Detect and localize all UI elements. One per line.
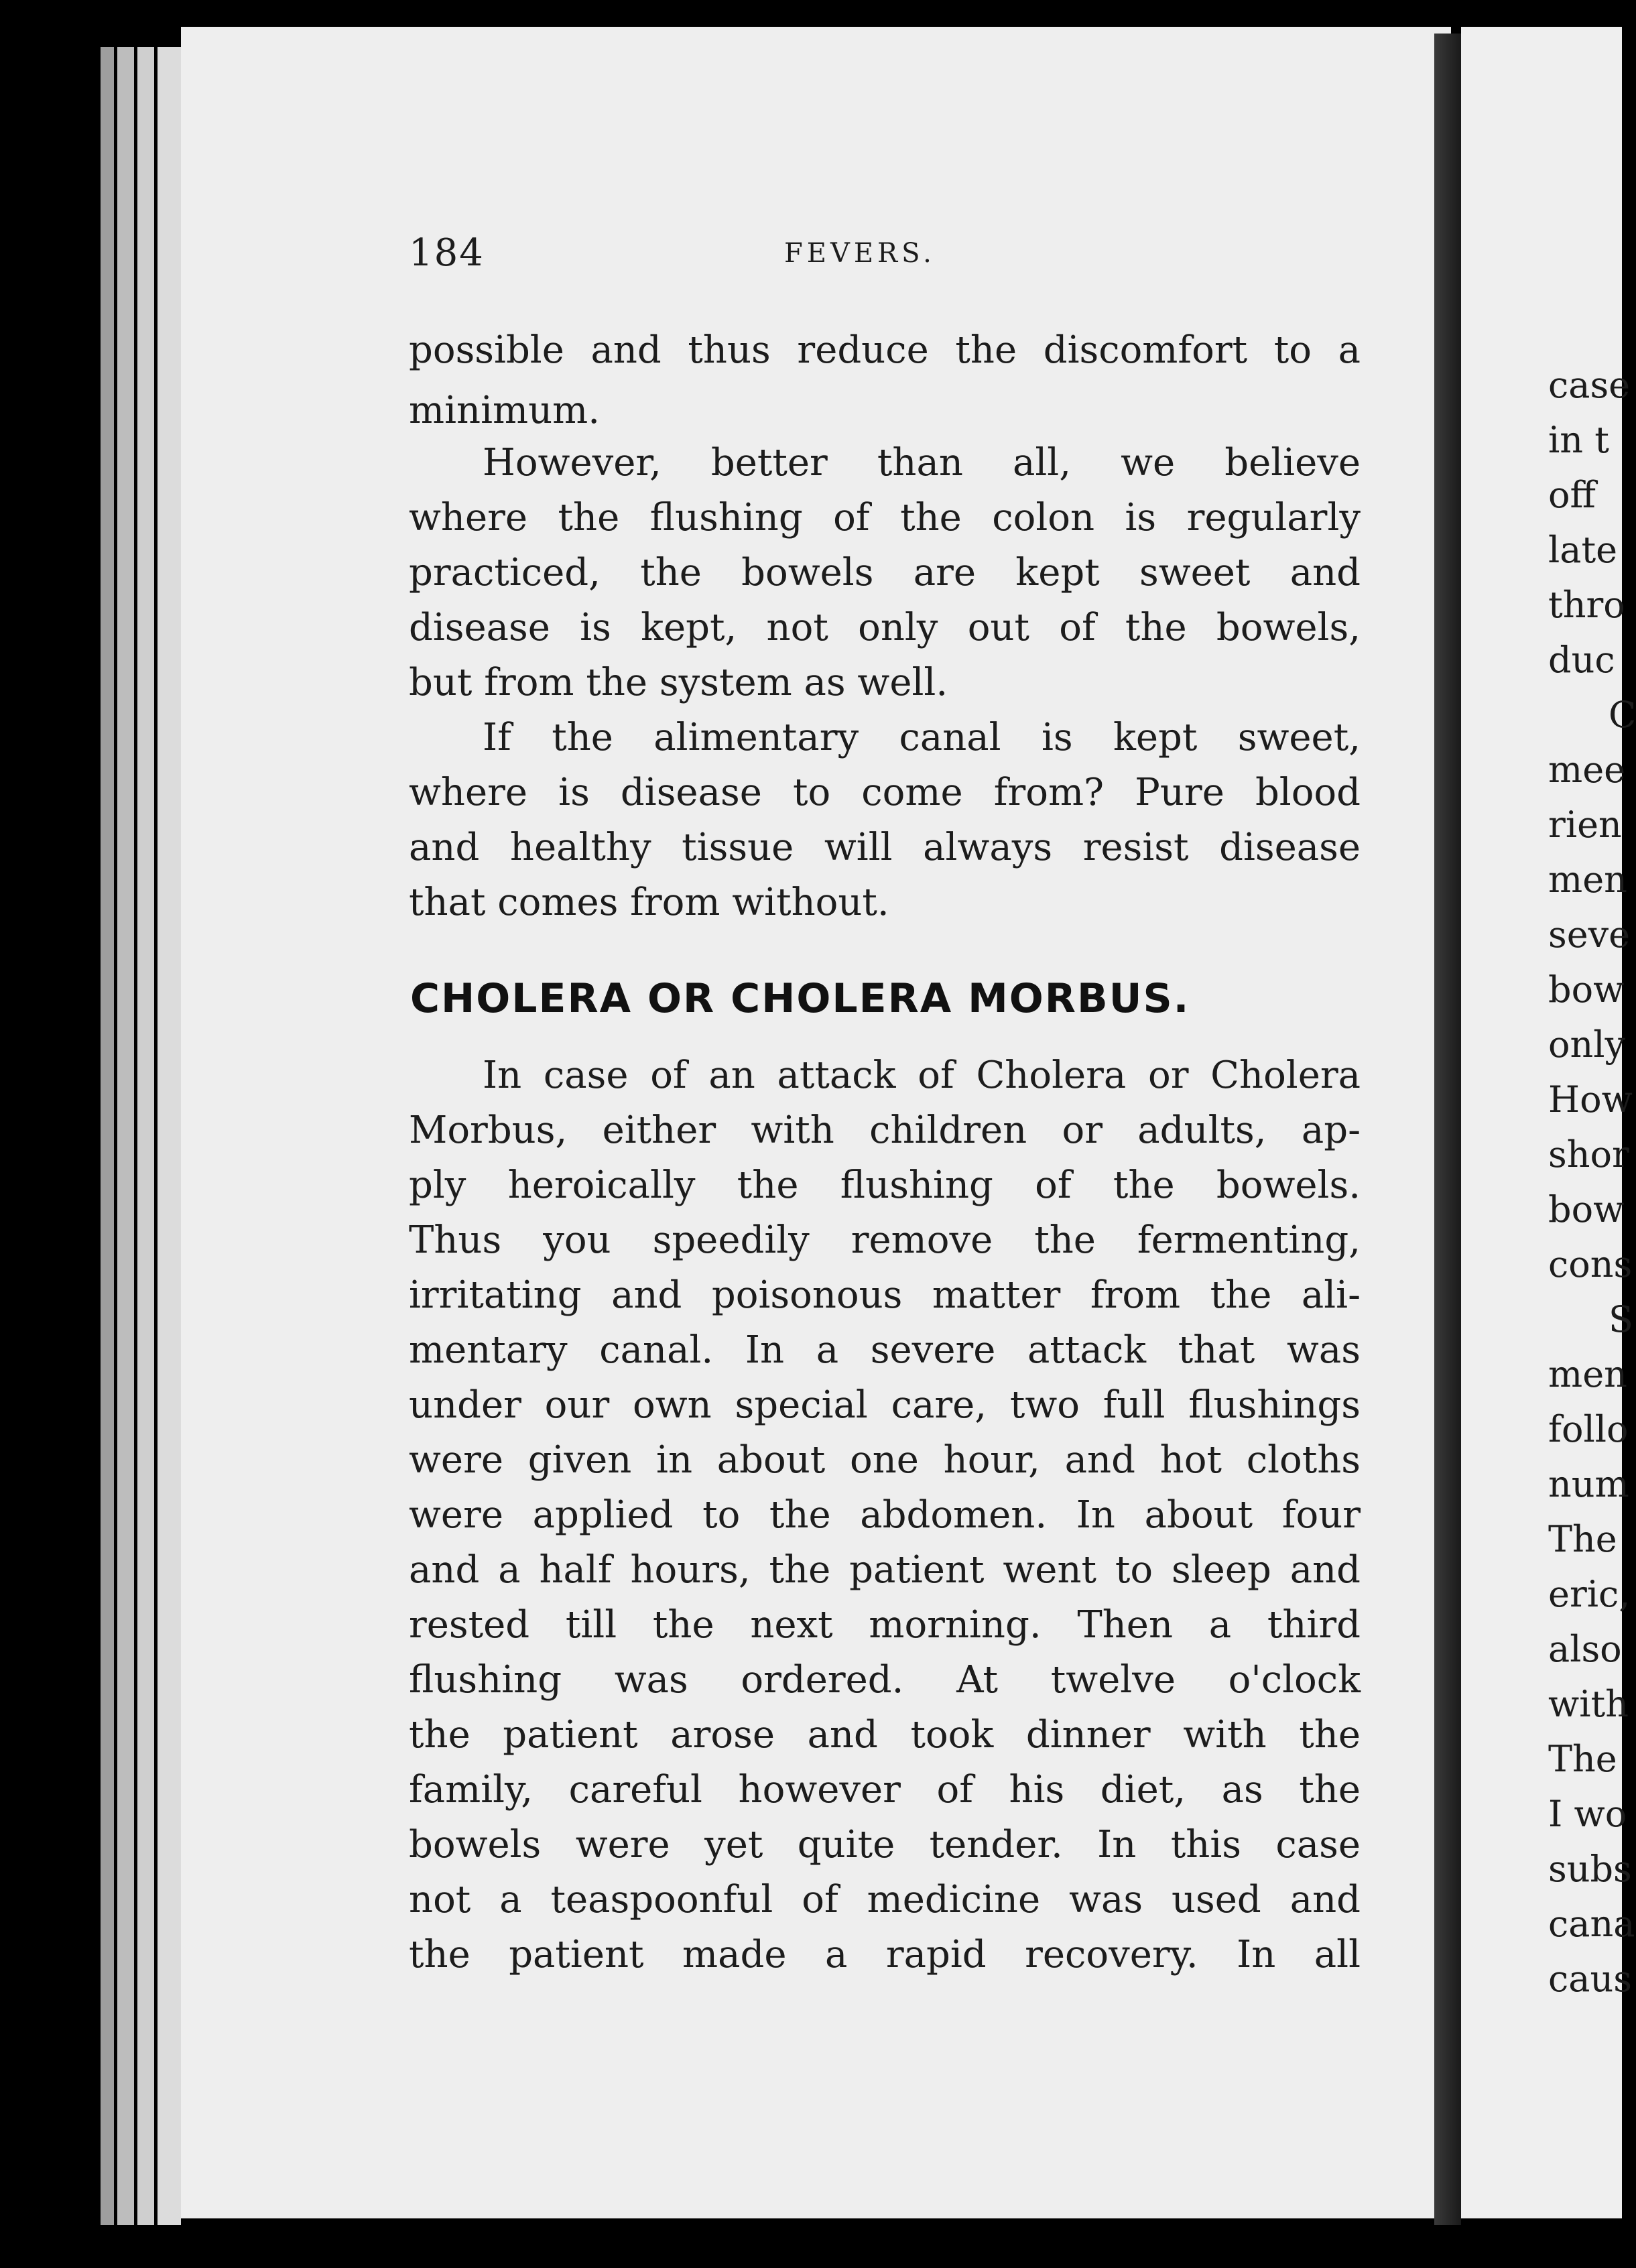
right-page-line: C <box>1609 694 1636 736</box>
text-line: where the flushing of the colon is regularly <box>409 496 1361 540</box>
right-page-line: The <box>1548 1518 1617 1560</box>
right-page-line: with <box>1548 1683 1629 1725</box>
text-line: the patient arose and took dinner with the <box>409 1713 1361 1757</box>
page-edge-strip <box>158 47 181 2225</box>
right-page-line: cana <box>1548 1903 1635 1945</box>
gutter-shadow <box>1434 34 1461 2225</box>
running-head <box>228 231 1367 278</box>
section-heading: CHOLERA OR CHOLERA MORBUS. <box>410 975 1190 1022</box>
text-line: and a half hours, the patient went to sleep and <box>409 1548 1361 1592</box>
text-line: rested till the next morning. Then a third <box>409 1603 1361 1647</box>
text-line: family, careful however of his diet, as the <box>409 1768 1361 1812</box>
right-page-line: How <box>1548 1078 1633 1121</box>
page-number: 184 <box>409 231 485 275</box>
right-page-line: caus <box>1548 1958 1632 2000</box>
text-line: flushing was ordered. At twelve o'clock <box>409 1658 1361 1702</box>
text-line: ply heroically the flushing of the bowels. <box>409 1163 1361 1207</box>
page-edge-strip <box>137 47 154 2225</box>
text-line: were given in about one hour, and hot cloths <box>409 1438 1361 1482</box>
right-page-line: in t <box>1548 419 1609 461</box>
text-line: However, better than all, we believe <box>483 441 1361 485</box>
text-line: not a teaspoonful of medicine was used and <box>409 1878 1361 1922</box>
right-page-line: num <box>1548 1463 1629 1505</box>
text-line: where is disease to come from? Pure blood <box>409 771 1361 814</box>
text-line: practiced, the bowels are kept sweet and <box>409 551 1361 594</box>
page-edge-strip <box>117 47 134 2225</box>
page-edge-strip <box>101 47 114 2225</box>
right-page-line: cons <box>1548 1243 1633 1285</box>
right-page-line: mee <box>1548 749 1626 791</box>
running-title: FEVERS. <box>784 238 936 269</box>
right-page-line: also <box>1548 1628 1622 1670</box>
text-line: irritating and poisonous matter from the ali- <box>409 1273 1361 1317</box>
text-line: In case of an attack of Cholera or Cholera <box>483 1054 1361 1097</box>
right-page-line: late <box>1548 529 1618 571</box>
right-page-line: seve <box>1548 914 1631 956</box>
text-line: and healthy tissue will always resist disease <box>409 826 1361 869</box>
text-line: the patient made a rapid recovery. In all <box>409 1933 1361 1976</box>
right-page-line: off <box>1548 474 1596 516</box>
right-page-line: S <box>1609 1298 1633 1340</box>
right-page-line: eric, <box>1548 1573 1631 1615</box>
text-line: under our own special care, two full flushings <box>409 1383 1361 1427</box>
right-page-line: shor <box>1548 1133 1629 1176</box>
right-page-line: duc <box>1548 639 1615 681</box>
right-page-line: bow <box>1548 1188 1625 1231</box>
text-line: were applied to the abdomen. In about four <box>409 1493 1361 1537</box>
right-page-line: thro <box>1548 584 1625 626</box>
right-page-line: bow <box>1548 968 1625 1011</box>
right-page-line: men <box>1548 859 1627 901</box>
text-line: minimum. <box>409 389 601 432</box>
text-line: Morbus, either with children or adults, ap- <box>409 1109 1361 1152</box>
text-line: that comes from without. <box>409 881 889 924</box>
right-page-line: subs <box>1548 1848 1632 1890</box>
text-line: but from the system as well. <box>409 661 948 704</box>
text-line: mentary canal. In a severe attack that was <box>409 1328 1361 1372</box>
right-page-line: follo <box>1548 1408 1629 1450</box>
right-page-line: The <box>1548 1738 1617 1780</box>
right-page-line: case <box>1548 364 1631 406</box>
text-line: bowels were yet quite tender. In this case <box>409 1823 1361 1867</box>
right-page-line: I wo <box>1548 1793 1627 1835</box>
text-line: If the alimentary canal is kept sweet, <box>483 716 1361 759</box>
text-line: disease is kept, not only out of the bowels, <box>409 606 1361 649</box>
right-page-line: only <box>1548 1023 1626 1066</box>
right-page-line: men <box>1548 1353 1627 1395</box>
text-line: Thus you speedily remove the fermenting, <box>409 1218 1361 1262</box>
text-line: possible and thus reduce the discomfort to a <box>409 328 1361 372</box>
right-page-line: rien <box>1548 804 1622 846</box>
